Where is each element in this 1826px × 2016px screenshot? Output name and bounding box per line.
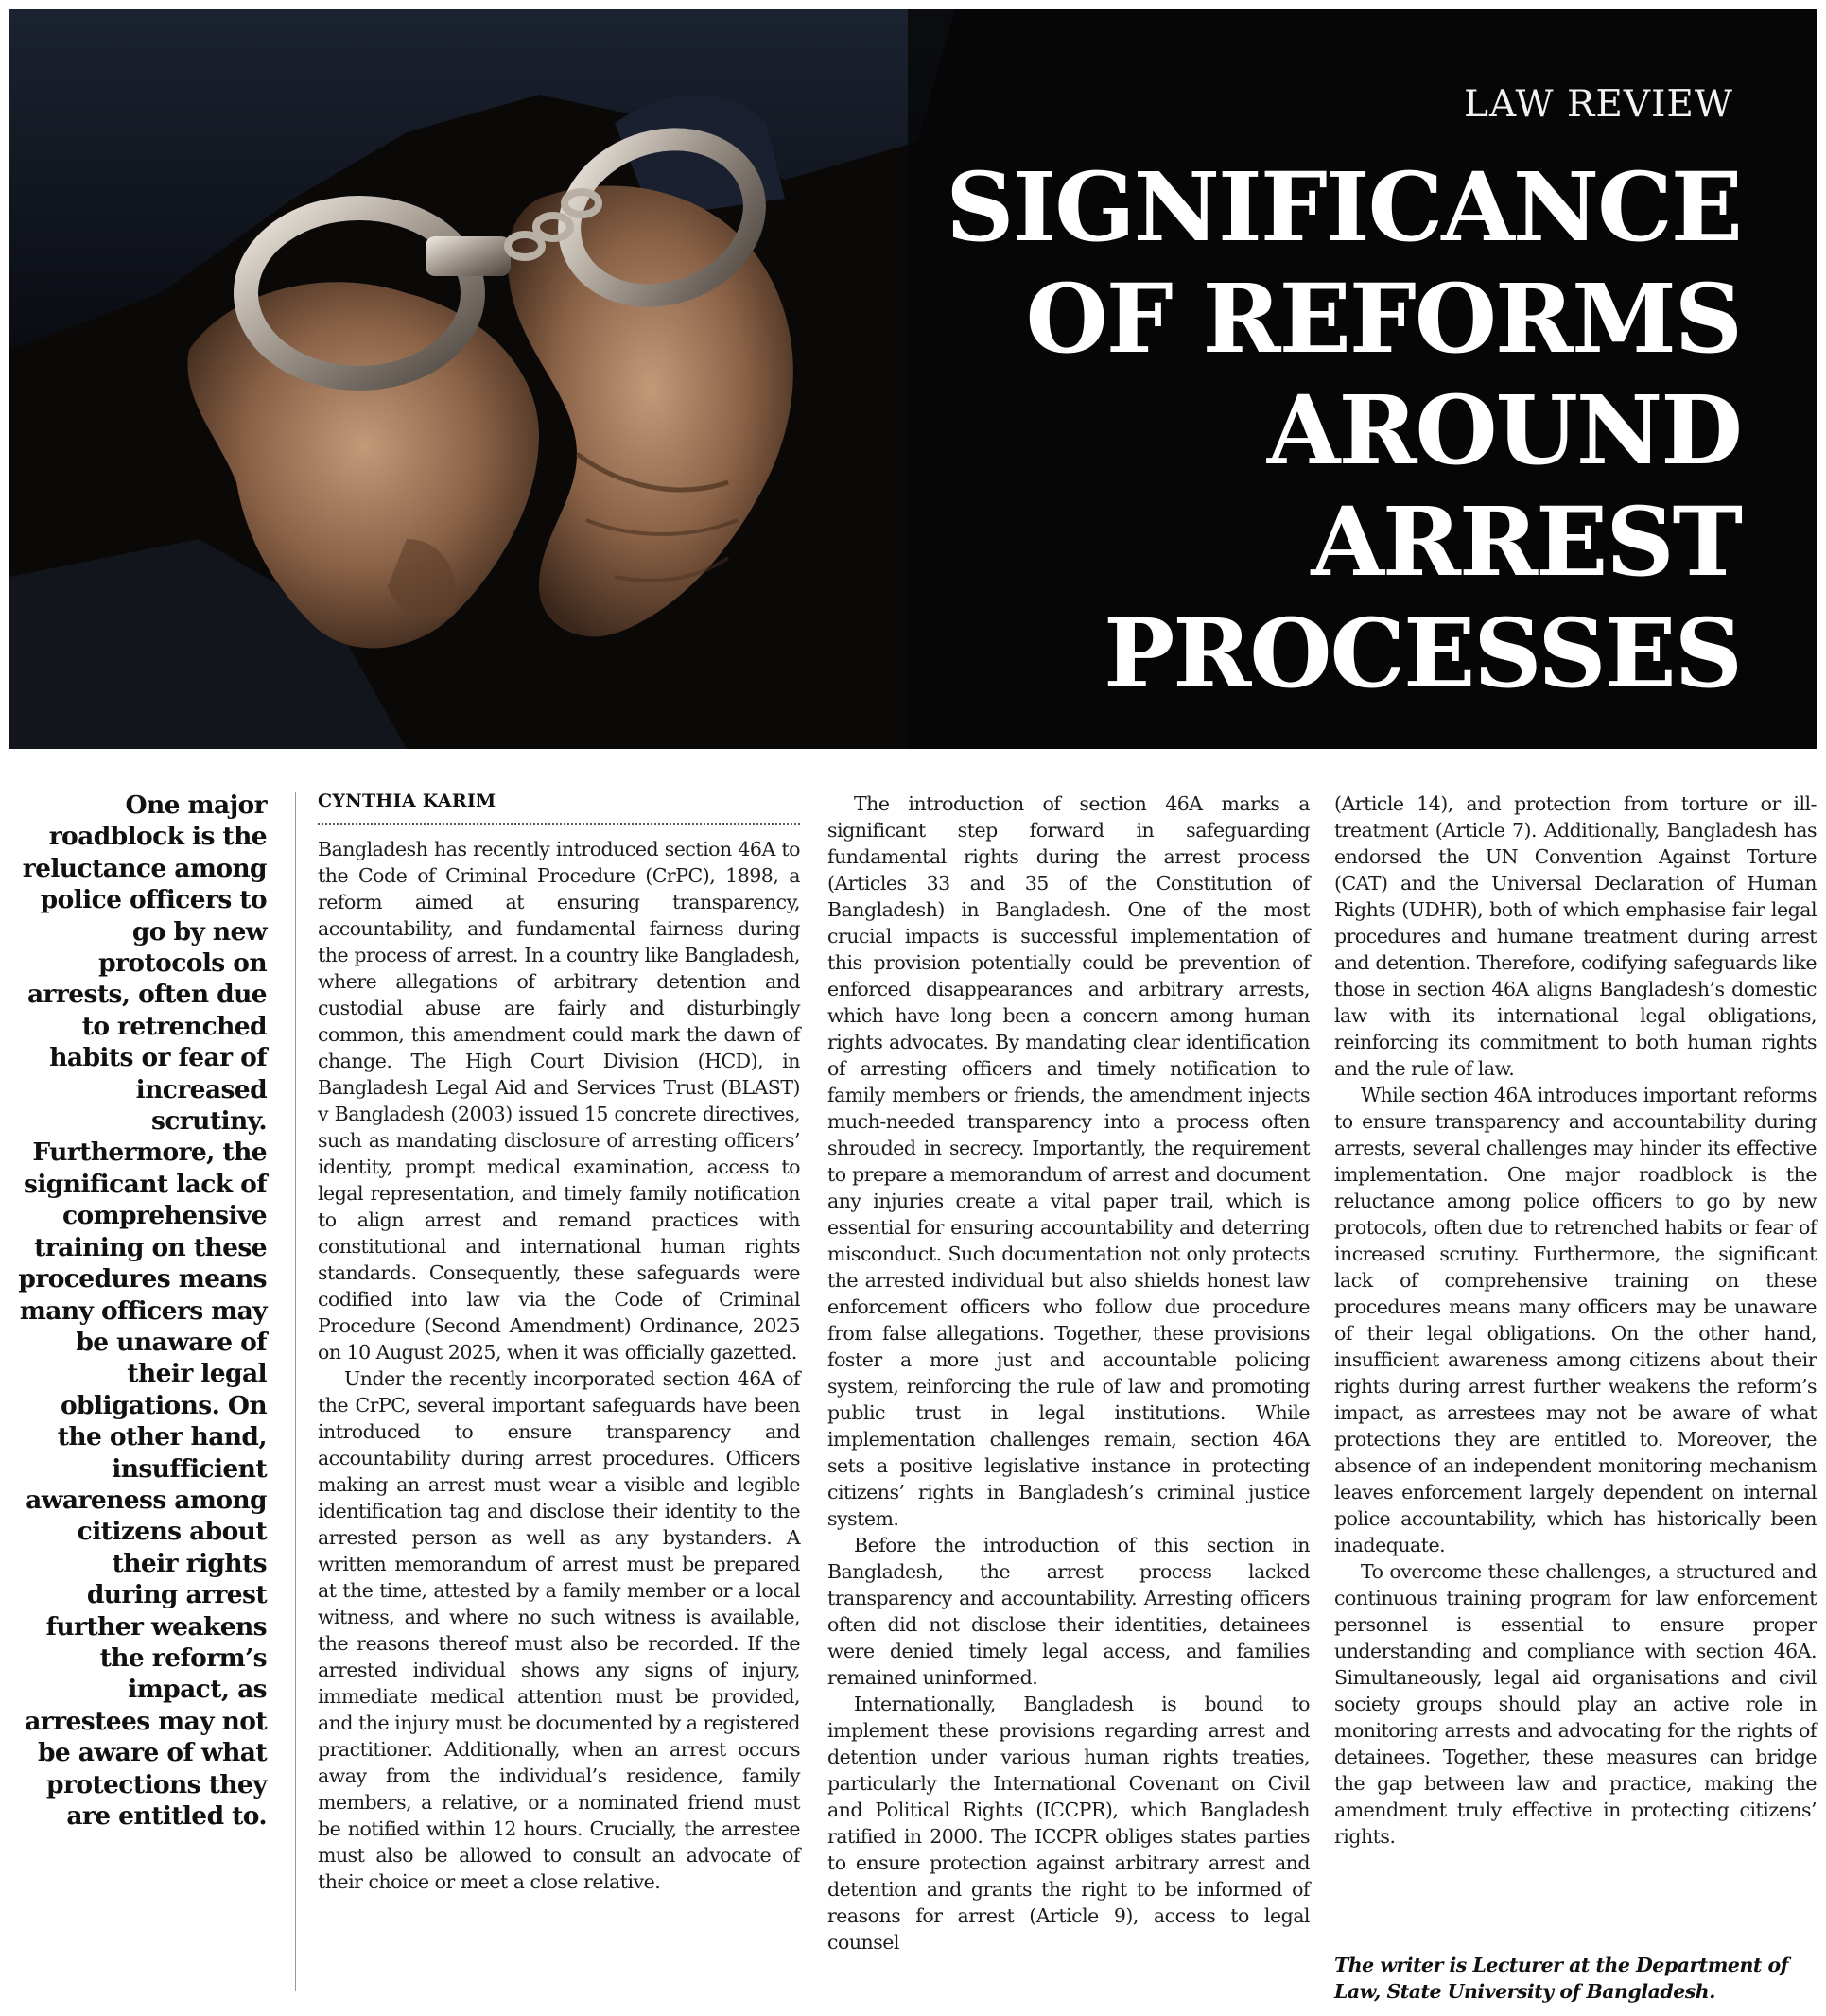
paragraph: Before the introduction of this section in Bangladesh, the arrest process lacked transparency and accountability. Arresting officers often did not disclose their identities, detainees were denied timely legal access, and families remained uninformed. xyxy=(827,1534,1310,1689)
headline xyxy=(890,151,1741,709)
byline-divider xyxy=(318,823,800,825)
column-divider xyxy=(295,792,296,1991)
paragraph: Under the recently incorporated section 46A of the CrPC, several important safeguards have been introduced to ensure transparency and accountability during arrest procedures. Officers making an arrest must wear a visible and legible identification tag and disclose their identity to the arrested person as well as any bystanders. A written memorandum of arrest must be prepared at the time, attested by a family member or a local witness, and where no such witness is available, the reasons thereof must also be recorded. If the arrested individual shows any signs of injury, immediate medical attention must be provided, and the injury must be documented by a registered practitioner. Additionally, when an arrest occurs away from the individual’s residence, family members, a relative, or a nominated friend must be notified within 12 hours. Crucially, the arrestee must also be allowed to consult an advocate of their choice or meet a close relative. xyxy=(318,1367,801,1893)
section-kicker: LAW REVIEW xyxy=(1464,83,1733,126)
paragraph: While section 46A introduces important reforms to ensure transparency and accountability during arrests, several challenges may hinder its effective implementation. One major roadblock is the reluctance among police officers to go by new protocols, often due to retrenched habits or fear of increased scrutiny. Furthermore, the significant lack of comprehensive training on these procedures means many officers may be unaware of their legal obligations. On the other hand, insufficient awareness among citizens about their rights during arrest further weakens the reform’s impact, as arrestees may not be aware of what protections they are entitled to. Moreover, the absence of an independent monitoring mechanism leaves enforcement largely dependent on internal police accountability, which has historically been inadequate. xyxy=(1334,1084,1817,1556)
hero-image-banner xyxy=(9,9,1817,749)
paragraph: To overcome these challenges, a structured and continuous training program for law enforcement personnel is essential to ensure proper understanding and compliance with section 46A. Simultaneously, legal aid organisations and civil society groups should play an active role in monitoring arrests and advocating for the rights of detainees. Together, these measures can bridge the gap between law and practice, making the amendment truly effective in protecting citizens’ rights. xyxy=(1334,1560,1817,1848)
paragraph: Bangladesh has recently introduced section 46A to the Code of Criminal Procedure (CrPC), 1898, a reform aimed at ensuring transparency, accountability, and fundamental fairness during the process of arrest. In a country like Bangladesh, where allegations of arbitrary detention and custodial abuse are fairly and disturbingly common, this amendment could mark the dawn of change. The High Court Division (HCD), in Bangladesh Legal Aid and Services Trust (BLAST) v Bangladesh (2003) issued 15 concrete directives, such as mandating disclosure of arresting officers’ identity, prompt medical examination, access to legal representation, and timely family notification to align arrest and remand practices with constitutional and international human rights standards. Consequently, these safeguards were codified into law via the Code of Criminal Procedure (Second Amendment) Ordinance, 2025 on 10 August 2025, when it was officially gazetted. xyxy=(318,838,800,1364)
headline-line: PROCESSES xyxy=(1104,598,1741,709)
paragraph: Internationally, Bangladesh is bound to implement these provisions regarding arrest and detention under various human rights treaties, particularly the International Covenant on Civil and Political Rights (ICCPR), which Bangladesh ratified in 2000. The ICCPR obliges states parties to ensure protection against arbitrary arrest and detention and grants the right to be informed of reasons for arrest (Article 9), access to legal counsel xyxy=(827,1693,1310,1954)
article-column-2 xyxy=(827,791,1310,1955)
author-signoff: The writer is Lecturer at the Department of Law, State University of Bangladesh. xyxy=(1334,1954,1788,2003)
pull-quote: One major roadblock is the reluctance among police officers to go by new protocols on arrests, often due to retrenched habits or fear of increased scrutiny. Furthermore, the significant lack of comprehensive training on these procedures means many officers may be unaware of their legal obligations. On the other hand, insufficient awareness among citizens about their rights during arrest further weakens the reform’s impact, as arrestees may not be aware of what protections they are entitled to. xyxy=(18,791,267,1831)
article-column-1 xyxy=(318,836,800,1895)
article-column-3 xyxy=(1334,791,1817,1850)
headline-line: SIGNIFICANCE xyxy=(946,151,1741,263)
headline-line: OF REFORMS xyxy=(1025,263,1741,374)
headline-line: AROUND xyxy=(1266,374,1741,486)
headline-line: ARREST xyxy=(1311,486,1741,598)
paragraph: (Article 14), and protection from torture or ill-treatment (Article 7). Additionally, Bangladesh has endorsed the UN Convention Against Torture (CAT) and the Universal Declaration of Human Rights (UDHR), both of which emphasise fair legal procedures and humane treatment during arrest and detention. Therefore, codifying safeguards like those in section 46A aligns Bangladesh’s domestic law with its international legal obligations, reinforcing its commitment to both human rights and the rule of law. xyxy=(1334,792,1817,1080)
paragraph: The introduction of section 46A marks a significant step forward in safeguarding fundamental rights during the arrest process (Articles 33 and 35 of the Constitution of Bangladesh) in Bangladesh. One of the most crucial impacts is successful implementation of this provision potentially could be prevention of enforced disappearances and arbitrary arrests, which have long been a concern among human rights advocates. By mandating clear identification of arresting officers and timely notification to family members or friends, the amendment injects much-needed transparency into a process often shrouded in secrecy. Importantly, the requirement to prepare a memorandum of arrest and document any injuries create a vital paper trail, which is essential for ensuring accountability and deterring misconduct. Such documentation not only protects the arrested individual but also shields honest law enforcement officers who follow due procedure from false allegations. Together, these provisions foster a more just and accountable policing system, reinforcing the rule of law and promoting public trust in legal institutions. While implementation challenges remain, section 46A sets a positive legislative instance in protecting citizens’ rights in Bangladesh’s criminal justice system. xyxy=(827,792,1310,1530)
byline: CYNTHIA KARIM xyxy=(318,791,496,811)
